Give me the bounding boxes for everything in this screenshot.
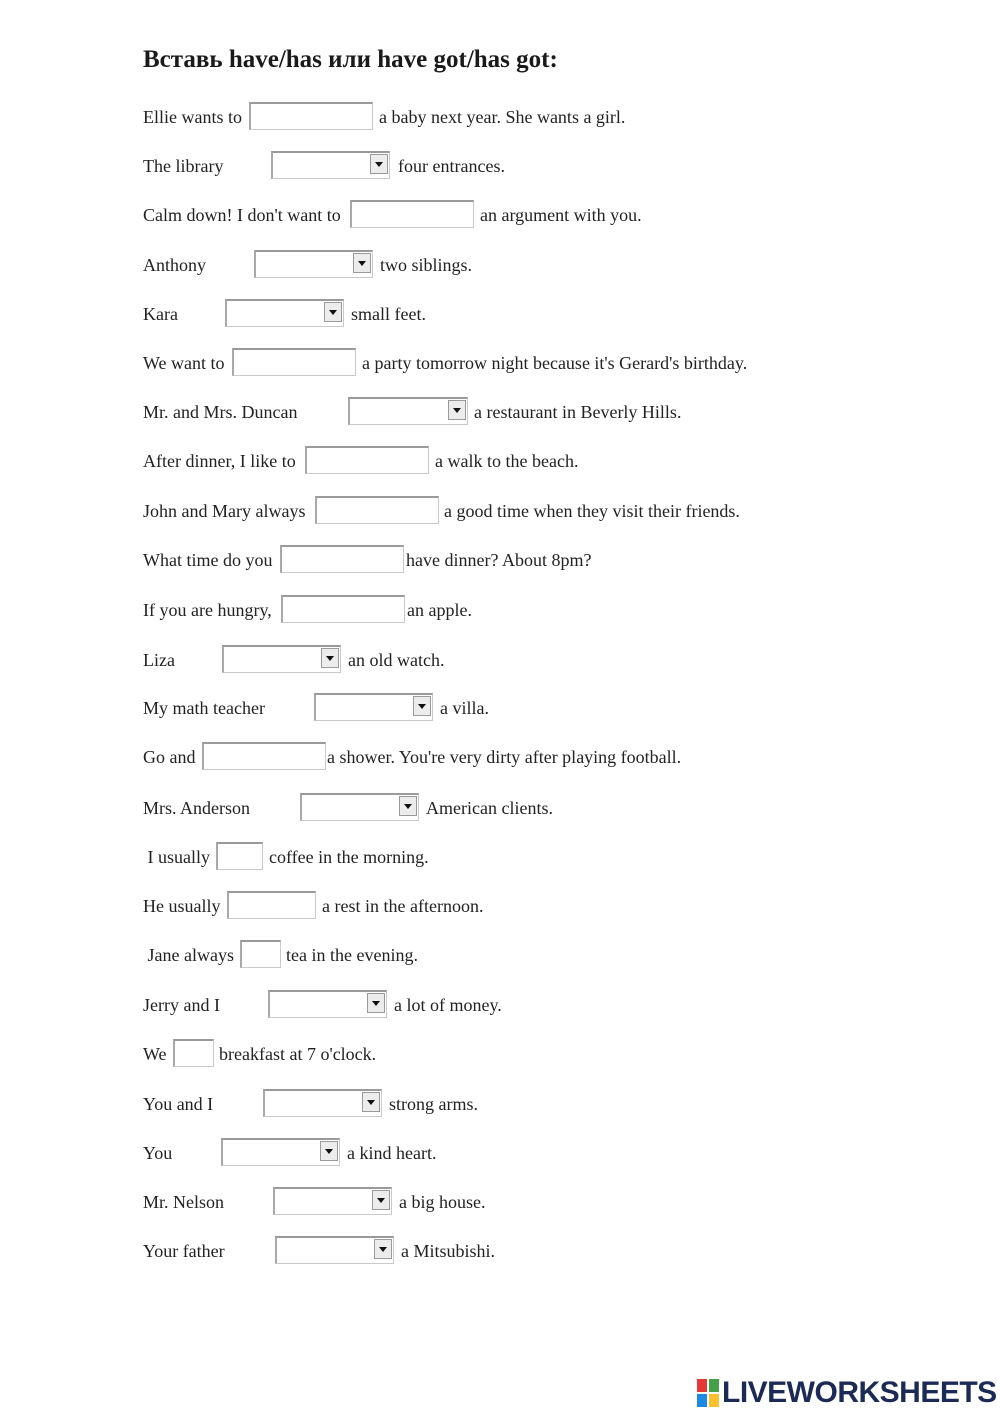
sentence-end: American clients. [426, 798, 553, 818]
exercise-row [143, 545, 983, 575]
sentence-end: an apple. [407, 600, 472, 620]
sentence-end: small feet. [351, 304, 426, 324]
sentence-end: a big house. [399, 1192, 486, 1212]
sentence-start: Mr. and Mrs. Duncan [143, 402, 298, 422]
sentence-start: Mr. Nelson [143, 1192, 224, 1212]
sentence-start: John and Mary always [143, 501, 306, 521]
exercise-row [143, 1187, 983, 1217]
exercise-row [143, 102, 983, 132]
exercise-row [143, 1138, 983, 1168]
chevron-down-icon[interactable] [399, 796, 417, 816]
sentence-start: Calm down! I don't want to [143, 205, 341, 225]
sentence-end: a kind heart. [347, 1143, 437, 1163]
sentence-start: We [143, 1044, 167, 1064]
sentence-end: tea in the evening. [286, 945, 418, 965]
answer-dropdown[interactable] [314, 693, 433, 721]
sentence-end: coffee in the morning. [269, 847, 429, 867]
answer-dropdown[interactable] [263, 1089, 382, 1117]
answer-dropdown[interactable] [225, 299, 344, 327]
sentence-start: My math teacher [143, 698, 265, 718]
sentence-start: You [143, 1143, 173, 1163]
exercise-row [143, 348, 983, 378]
sentence-start: Ellie wants to [143, 107, 242, 127]
sentence-end: two siblings. [380, 255, 473, 275]
answer-dropdown[interactable] [254, 250, 373, 278]
sentence-start: Jane always [143, 945, 234, 965]
sentence-start: Jerry and I [143, 995, 220, 1015]
answer-input[interactable] [232, 348, 356, 376]
sentence-start: Your father [143, 1241, 225, 1261]
answer-input[interactable] [350, 200, 474, 228]
sentence-start: You and I [143, 1094, 214, 1114]
sentence-end: a party tomorrow night because it's Gerard's birthday. [362, 353, 748, 373]
sentence-start: If you are hungry, [143, 600, 272, 620]
answer-input[interactable] [280, 545, 404, 573]
answer-dropdown[interactable] [275, 1236, 394, 1264]
sentence-end: a shower. You're very dirty after playing football. [327, 747, 682, 767]
exercise-row [143, 397, 983, 427]
chevron-down-icon[interactable] [320, 1141, 338, 1161]
answer-input[interactable] [249, 102, 373, 130]
sentence-start: What time do you [143, 550, 273, 570]
exercise-row [143, 595, 983, 625]
chevron-down-icon[interactable] [324, 302, 342, 322]
sentence-start: I usually [143, 847, 210, 867]
sentence-end: a walk to the beach. [435, 451, 579, 471]
sentence-start: The library [143, 156, 224, 176]
answer-input[interactable] [216, 842, 263, 870]
chevron-down-icon[interactable] [321, 648, 339, 668]
sentence-end: a villa. [440, 698, 489, 718]
sentence-end: four entrances. [398, 156, 505, 176]
sentence-start: After dinner, I like to [143, 451, 296, 471]
exercise-row [143, 1039, 983, 1069]
answer-input[interactable] [240, 940, 281, 968]
chevron-down-icon[interactable] [370, 154, 388, 174]
answer-dropdown[interactable] [300, 793, 419, 821]
worksheet-title: Вставь have/has или have got/has got: [143, 46, 558, 73]
chevron-down-icon[interactable] [367, 993, 385, 1013]
exercise-row [143, 299, 983, 329]
exercise-row [143, 1236, 983, 1266]
chevron-down-icon[interactable] [374, 1239, 392, 1259]
sentence-end: a Mitsubishi. [401, 1241, 496, 1261]
logo-text: LIVEWORKSHEETS [722, 1376, 997, 1409]
logo-square-red [697, 1379, 707, 1392]
answer-dropdown[interactable] [222, 645, 341, 673]
answer-input[interactable] [173, 1039, 214, 1067]
answer-dropdown[interactable] [268, 990, 387, 1018]
sentence-end: strong arms. [389, 1094, 478, 1114]
sentence-end: a baby next year. She wants a girl. [379, 107, 626, 127]
chevron-down-icon[interactable] [353, 253, 371, 273]
sentence-end: an old watch. [348, 650, 445, 670]
answer-input[interactable] [305, 446, 429, 474]
logo-square-green [709, 1379, 719, 1392]
exercise-row [143, 250, 983, 280]
sentence-start: Go and [143, 747, 196, 767]
sentence-end: an argument with you. [480, 205, 642, 225]
exercise-row [143, 693, 983, 723]
chevron-down-icon[interactable] [372, 1190, 390, 1210]
sentence-start: Anthony [143, 255, 206, 275]
sentence-start: He usually [143, 896, 221, 916]
exercise-row [143, 200, 983, 230]
exercise-row [143, 842, 983, 872]
sentence-end: a good time when they visit their friends. [444, 501, 740, 521]
answer-input[interactable] [315, 496, 439, 524]
exercise-row [143, 446, 983, 476]
sentence-start: Mrs. Anderson [143, 798, 250, 818]
sentence-start: Kara [143, 304, 178, 324]
exercise-row [143, 793, 983, 823]
exercise-row [143, 151, 983, 181]
sentence-end: have dinner? About 8pm? [406, 550, 592, 570]
exercise-row [143, 990, 983, 1020]
exercise-row [143, 742, 983, 772]
sentence-end: a rest in the afternoon. [322, 896, 484, 916]
sentence-end: breakfast at 7 o'clock. [219, 1044, 377, 1064]
liveworksheets-logo-icon [697, 1379, 719, 1407]
exercise-row [143, 645, 983, 675]
liveworksheets-logo [697, 1376, 997, 1410]
logo-square-yellow [709, 1394, 719, 1407]
sentence-start: We want to [143, 353, 225, 373]
exercise-row [143, 1089, 983, 1119]
answer-dropdown[interactable] [271, 151, 390, 179]
chevron-down-icon[interactable] [362, 1092, 380, 1112]
chevron-down-icon[interactable] [448, 400, 466, 420]
answer-dropdown[interactable] [273, 1187, 392, 1215]
sentence-start: Liza [143, 650, 175, 670]
exercise-row [143, 891, 983, 921]
answer-dropdown[interactable] [348, 397, 468, 425]
sentence-end: a lot of money. [394, 995, 502, 1015]
answer-dropdown[interactable] [221, 1138, 340, 1166]
sentence-end: a restaurant in Beverly Hills. [474, 402, 682, 422]
answer-input[interactable] [227, 891, 316, 919]
chevron-down-icon[interactable] [413, 696, 431, 716]
exercise-row [143, 496, 983, 526]
exercise-row [143, 940, 983, 970]
logo-square-blue [697, 1394, 707, 1407]
answer-input[interactable] [281, 595, 405, 623]
answer-input[interactable] [202, 742, 326, 770]
